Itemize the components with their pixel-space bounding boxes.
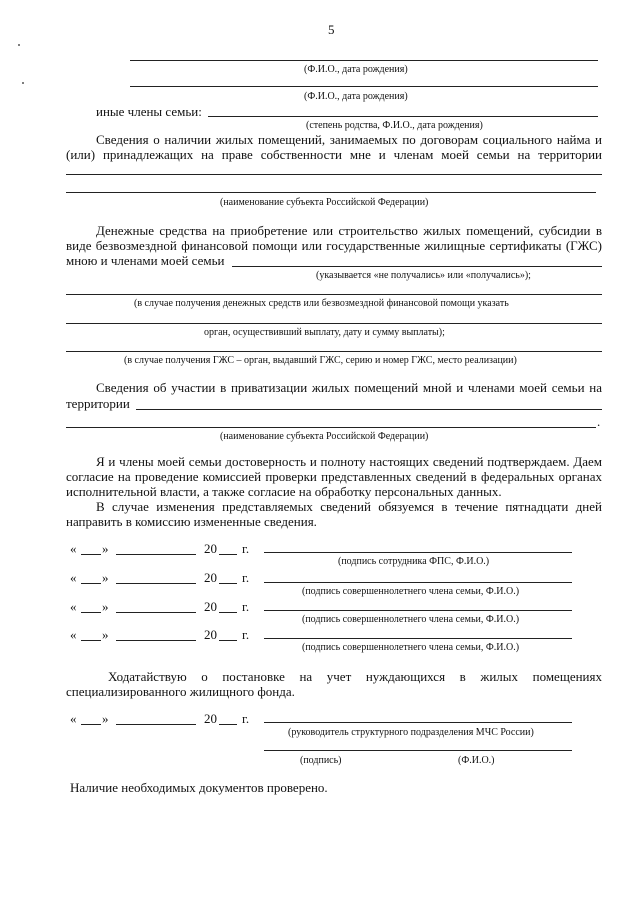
caption-fio: (Ф.И.О.) — [458, 755, 495, 766]
signature-field[interactable] — [264, 582, 572, 583]
caption-signature: (подпись) — [300, 755, 342, 766]
docs-checked-text: Наличие необходимых документов проверено. — [70, 780, 328, 795]
year-field[interactable] — [219, 640, 237, 641]
funds-line-3: мною и членами моей семьи — [66, 253, 225, 268]
day-field[interactable] — [81, 554, 101, 555]
privat-end: . — [597, 414, 601, 429]
scan-speck — [22, 82, 24, 84]
funds-line-2: виде безвозмездной финансовой помощи или государственные жилищные сертификаты (ГЖС) — [66, 238, 602, 253]
change-line-2: направить в комиссию измененные сведения. — [66, 514, 317, 529]
caption-fio-birth: (Ф.И.О., дата рождения) — [304, 64, 408, 75]
year-prefix: 20 — [204, 627, 217, 642]
caption-subject-rf: (наименование субъекта Российской Федерации) — [220, 197, 429, 208]
caption-payer-body: орган, осуществивший выплату, дату и сумму выплаты); — [204, 327, 445, 338]
year-prefix: 20 — [204, 711, 217, 726]
fill-line — [66, 192, 596, 193]
caption-fio-birth: (Ф.И.О., дата рождения) — [304, 91, 408, 102]
open-quote: « — [70, 627, 77, 642]
day-field[interactable] — [81, 724, 101, 725]
open-quote: « — [70, 599, 77, 614]
month-field[interactable] — [116, 612, 196, 613]
close-quote: » — [102, 599, 109, 614]
year-suffix: г. — [242, 570, 250, 585]
funds-line-1: Денежные средства на приобретение или строительство жилых помещений, субсидии в — [96, 223, 602, 238]
caption-head-of-unit: (руководитель структурного подразделения МЧС России) — [288, 727, 534, 738]
open-quote: « — [70, 541, 77, 556]
year-prefix: 20 — [204, 599, 217, 614]
signature-field[interactable] — [264, 552, 572, 553]
year-suffix: г. — [242, 541, 250, 556]
year-prefix: 20 — [204, 541, 217, 556]
housing-line-1: Сведения о наличии жилых помещений, занимаемых по договорам социального найма и — [96, 132, 602, 147]
fill-line — [66, 174, 602, 175]
open-quote: « — [70, 570, 77, 585]
fill-line — [232, 266, 602, 267]
year-suffix: г. — [242, 627, 250, 642]
year-suffix: г. — [242, 711, 250, 726]
month-field[interactable] — [116, 583, 196, 584]
scan-speck — [18, 44, 20, 46]
signature-field[interactable] — [264, 750, 572, 751]
fill-line — [208, 116, 598, 117]
signature-field[interactable] — [264, 610, 572, 611]
privat-line-1: Сведения об участии в приватизации жилых помещений мной и членами моей семьи на — [96, 380, 602, 395]
fill-line — [66, 294, 602, 295]
fill-line — [66, 427, 596, 428]
close-quote: » — [102, 627, 109, 642]
year-field[interactable] — [219, 554, 237, 555]
caption-member-sign: (подпись совершеннолетнего члена семьи, Ф.И.О.) — [302, 614, 520, 625]
caption-funds-received: (в случае получения денежных средств или безвозмездной финансовой помощи указать — [134, 298, 509, 309]
caption-fps-sign: (подпись сотрудника ФПС, Ф.И.О.) — [338, 556, 490, 567]
fill-line — [130, 86, 598, 87]
signature-field[interactable] — [264, 638, 572, 639]
year-prefix: 20 — [204, 570, 217, 585]
close-quote: » — [102, 541, 109, 556]
petition-line-1: Ходатайствую о постановке на учет нуждающихся в жилых помещениях — [108, 669, 602, 684]
fill-line — [66, 351, 602, 352]
day-field[interactable] — [81, 583, 101, 584]
year-suffix: г. — [242, 599, 250, 614]
year-field[interactable] — [219, 724, 237, 725]
close-quote: » — [102, 570, 109, 585]
head-field[interactable] — [264, 722, 572, 723]
page-number: 5 — [328, 22, 335, 37]
confirm-line-2: согласие на проведение комиссией проверки представленных сведений в федеральных органах — [66, 469, 602, 484]
close-quote: » — [102, 711, 109, 726]
caption-kinship: (степень родства, Ф.И.О., дата рождения) — [306, 120, 483, 131]
month-field[interactable] — [116, 554, 196, 555]
other-members-label: иные члены семьи: — [96, 104, 202, 119]
caption-subject-rf: (наименование субъекта Российской Федерации) — [220, 431, 429, 442]
caption-member-sign: (подпись совершеннолетнего члена семьи, Ф.И.О.) — [302, 586, 520, 597]
year-field[interactable] — [219, 612, 237, 613]
caption-member-sign: (подпись совершеннолетнего члена семьи, Ф.И.О.) — [302, 642, 520, 653]
confirm-line-3: исполнительной власти, а также согласие на обработку персональных данных. — [66, 484, 502, 499]
day-field[interactable] — [81, 612, 101, 613]
open-quote: « — [70, 711, 77, 726]
fill-line — [136, 409, 602, 410]
petition-line-2: специализированного жилищного фонда. — [66, 684, 295, 699]
housing-line-2: (или) принадлежащих на праве собственности мне и членам моей семьи на территории — [66, 147, 602, 162]
caption-gzhs: (в случае получения ГЖС – орган, выдавший ГЖС, серию и номер ГЖС, место реализации) — [124, 355, 517, 366]
change-line-1: В случае изменения представляемых сведений обязуемся в течение пятнадцати дней — [96, 499, 602, 514]
confirm-line-1: Я и члены моей семьи достоверность и полноту настоящих сведений подтверждаем. Даем — [96, 454, 602, 469]
fill-line — [130, 60, 598, 61]
month-field[interactable] — [116, 724, 196, 725]
fill-line — [66, 323, 602, 324]
privat-line-2: территории — [66, 396, 130, 411]
day-field[interactable] — [81, 640, 101, 641]
month-field[interactable] — [116, 640, 196, 641]
year-field[interactable] — [219, 583, 237, 584]
caption-received: (указывается «не получались» или «получались»); — [316, 270, 531, 281]
